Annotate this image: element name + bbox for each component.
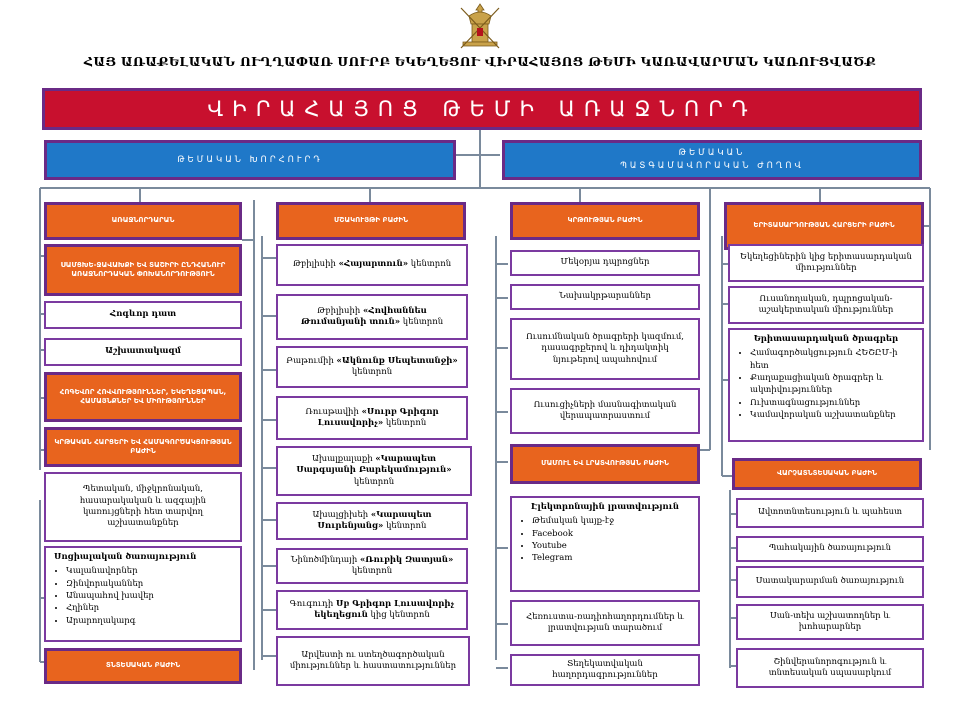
col2-item-4 <box>276 446 472 496</box>
col3-item-3: Ուսուցիչների մասնագիտական վերապատրաստում <box>510 388 700 434</box>
leader-banner <box>42 88 922 130</box>
col2-item-0-bold: «Հայարտուն» <box>338 259 409 270</box>
council-left: ԹԵՄԱԿԱՆ ԽՈՐՀՈՒՐԴ <box>44 140 456 180</box>
col3-list <box>520 515 614 564</box>
list-item: • Զինվորականներ <box>66 578 154 590</box>
list-item: • Թեմական կայք-էջ <box>532 515 614 527</box>
col2-item-4-bold: «Կարապետ Սարգսյանի Բարեկամություն» <box>296 453 452 476</box>
col1-item-2 <box>44 338 242 366</box>
col4-list-box <box>728 328 924 442</box>
col4-item-4: Սատակարարման ծառայություն <box>736 566 924 598</box>
col3-list-title: Էլեկտրոնային լրատվություն <box>531 502 679 512</box>
col4-list <box>738 347 914 421</box>
col2-item-0-post: կենտրոն <box>408 259 452 270</box>
col1-section-2: ՀՈԳԵՎՈՐ ՀՈՎՎՈՒԹՅՈՒՆՆԵՐ, ԵԿԵՂԵՑԱՊԱՆ, ՀԱՄԱՅՆՔՆԵՐ ԵՎ ՄԻՈՒԹՅՈՒՆՆԵՐ <box>44 372 242 422</box>
col4-item-0: Եկեղեցիներին կից երիտասարդական միություններ <box>728 244 924 282</box>
col1-list-title: Սոցիալական ծառայություն <box>54 552 197 562</box>
col2-item-0-text <box>293 259 451 270</box>
col1-text-1: Պետական, միջկրոնական, հասարակական և ազգային կառույցների հետ տարվող աշխատանքներ <box>44 472 242 542</box>
col2-item-6-text <box>284 555 460 578</box>
col2-item-1-bold: «Հովհաննես Թումանյանի տուն» <box>300 305 427 327</box>
col2-item-2-text <box>284 356 460 379</box>
list-item: • Facebook <box>532 528 614 540</box>
col3-head: ԿՐԹՈՒԹՅԱՆ ԲԱԺԻՆ <box>510 202 700 240</box>
col2-item-7-pre: Գուգուդի <box>289 598 336 609</box>
col4-head-2: ՎԱՐՉԱՏՆՏԵՍԱԿԱՆ ԲԱԺԻՆ <box>732 458 922 490</box>
col2-item-6 <box>276 548 468 584</box>
col2-item-2 <box>276 346 468 388</box>
col2-item-1 <box>276 294 468 340</box>
col2-item-0-pre: Թբիլիսիի <box>292 259 339 270</box>
col2-item-3-bold: «Սուրբ Գրիգոր Լուսավորիչ» <box>317 406 439 428</box>
col1-item-0: ՍԱՄՑԽԵ-ՋԱՎԱԽՔԻ ԵՎ ՏԱՇԻՐԻ ԸՆԴՀԱՆՈՒՐ ԱՌԱՋՆՈՐԴԱԿԱՆ ՓՈԽԱՆՈՐԴՈՒԹՅՈՒՆ <box>44 244 242 296</box>
col2-item-2-bold: «Ակնունք Սեպետանջի» <box>336 355 458 366</box>
col2-item-0 <box>276 244 468 286</box>
col1-item-1-label: Հոգևոր դատ <box>109 309 177 320</box>
col1-footer: ՏՆՏԵՍԱԿԱՆ ԲԱԺԻՆ <box>44 648 242 684</box>
col4-item-1: Ուսանողական, դպրոցական-աշակերտական միություններ <box>728 286 924 324</box>
col1-list <box>54 565 154 627</box>
col3-item-1: Նախակրթարաններ <box>510 284 700 310</box>
col4-head: ԵՐԻՏԱՍԱՐԴՈՒԹՅԱՆ ՀԱՐՑԵՐԻ ԲԱԺԻՆ <box>724 202 924 250</box>
list-item: • Ուխտագնացություններ <box>750 397 914 409</box>
list-item: • Կալանավորներ <box>66 565 154 577</box>
col1-list-box <box>44 546 242 642</box>
list-item: • Telegram <box>532 552 614 564</box>
list-item: • Կամավորական աշխատանքներ <box>750 409 914 421</box>
col2-item-6-post: կենտրոն <box>351 566 393 576</box>
leader-label: ՎԻՐԱՀԱՅՈՑ ԹԵՄԻ ԱՌԱՋՆՈՐԴ <box>45 91 919 127</box>
col2-item-7-text <box>284 599 460 622</box>
col2-item-3-text <box>284 407 460 430</box>
col2-item-5-pre: Ախալցիխեի <box>312 509 371 520</box>
col4-item-5: Սան-տեխ աշխատողներ և խոհարարներ <box>736 604 924 640</box>
col2-head: ՄՇԱԿՈՒՅԹԻ ԲԱԺԻՆ <box>276 202 466 240</box>
col3-head-2: ՄԱՄՈՒԼ ԵՎ ԼՐԱՏՎՈՒԹՅԱՆ ԲԱԺԻՆ <box>510 444 700 484</box>
col2-item-3-post: կենտրոն <box>383 418 427 428</box>
col2-item-1-post: կենտրոն <box>400 317 444 327</box>
list-item: • Հղիներ <box>66 602 154 614</box>
col2-item-2-post: կենտրոն <box>351 367 393 377</box>
col3-item-4: Հեռուստա-ռադիոհաղորդումներ և լրատվության տարածում <box>510 600 700 646</box>
col1-head: ԱՌԱՋՆՈՐԴԱՐԱՆ <box>44 202 242 240</box>
col2-item-6-bold: «Ռուբիկ Զատյան» <box>359 554 454 565</box>
col2-item-3-pre: Ռուսթավիի <box>305 406 362 417</box>
col4-item-6: Շինվերանորոգություն և տնտեսական սպասարկում <box>736 648 924 688</box>
col2-item-8 <box>276 636 470 686</box>
col2-item-5 <box>276 502 468 540</box>
col2-item-5-text <box>284 510 460 533</box>
church-emblem-icon <box>455 2 505 50</box>
list-item: • Քաղաքացիական ծրագրեր և ակտիվություններ <box>750 372 914 397</box>
list-item: • Անապահով խավեր <box>66 590 154 602</box>
list-item: • Արարողակարգ <box>66 615 154 627</box>
col2-item-4-pre: Ախալքալաքի <box>311 453 376 464</box>
col2-item-8-pre: Արվեստի ու ստեղծագործական միություններ և հաստատություններ <box>289 649 457 671</box>
col2-item-3 <box>276 396 468 440</box>
col3-list-box <box>510 496 700 592</box>
page-title: ՀԱՅ ԱՌԱՔԵԼԱԿԱՆ ՈՒՂՂԱՓԱՌ ՍՈՒՐԲ ԵԿԵՂԵՑՈՒ ՎԻՐԱՀԱՅՈՑ ԹԵՄԻ ԿԱՌԱՎԱՐՄԱՆ ԿԱՌՈՒՑՎԱԾՔ <box>83 54 877 69</box>
col4-item-2: Ավտոտնտեսություն և պահեստ <box>736 498 924 528</box>
col2-item-4-text <box>284 454 464 488</box>
col1-section-3: ԿՐԹԱԿԱՆ ՀԱՐՑԵՐԻ ԵՎ ՀԱՄԱԳՈՐԾԱԿՑՈՒԹՅԱՆ ԲԱԺԻՆ <box>44 427 242 467</box>
list-item: • Youtube <box>532 540 614 552</box>
col3-item-0: Մեկօրյա դպրոցներ <box>510 250 700 276</box>
col2-item-7-bold: Սբ Գրիգոր Լուսավորիչ եկեղեցուն <box>314 598 455 620</box>
col4-item-3: Պահակային ծառայություն <box>736 536 924 562</box>
col2-item-7-post: կից կենտրոն <box>367 610 430 620</box>
col2-item-6-pre: Նինոծմինդայի <box>290 554 360 565</box>
council-right: ԹԵՄԱԿԱՆ ՊԱՏԳԱՄԱՎՈՐԱԿԱՆ ԺՈՂՈՎ <box>502 140 922 180</box>
col1-item-2-label: Աշխատակազմ <box>105 346 181 357</box>
col2-item-2-pre: Բաթումիի <box>286 355 337 366</box>
col2-item-5-bold: «Կարապետ Սուրենյանց» <box>317 509 432 531</box>
list-item: • Համագործակցություն ՀԵՇԸՄ-ի հետ <box>750 347 914 372</box>
col3-item-5: Տեղեկատվական հաղորդագրություններ <box>510 654 700 686</box>
col2-item-1-pre: Թբիլիսիի <box>317 305 363 316</box>
col2-item-7 <box>276 590 468 630</box>
col1-item-1 <box>44 301 242 329</box>
col2-item-5-post: կենտրոն <box>383 521 427 531</box>
col2-item-4-post: կենտրոն <box>353 476 395 487</box>
col4-list-title: Երիտասարդական ծրագրեր <box>753 334 899 344</box>
col3-item-2: Ուսումնական ծրագրերի կազմում, դասագրքերով և դիդակտիկ նյութերով ապահովում <box>510 318 700 380</box>
col2-item-8-text <box>284 650 462 673</box>
col2-item-1-text <box>284 306 460 329</box>
